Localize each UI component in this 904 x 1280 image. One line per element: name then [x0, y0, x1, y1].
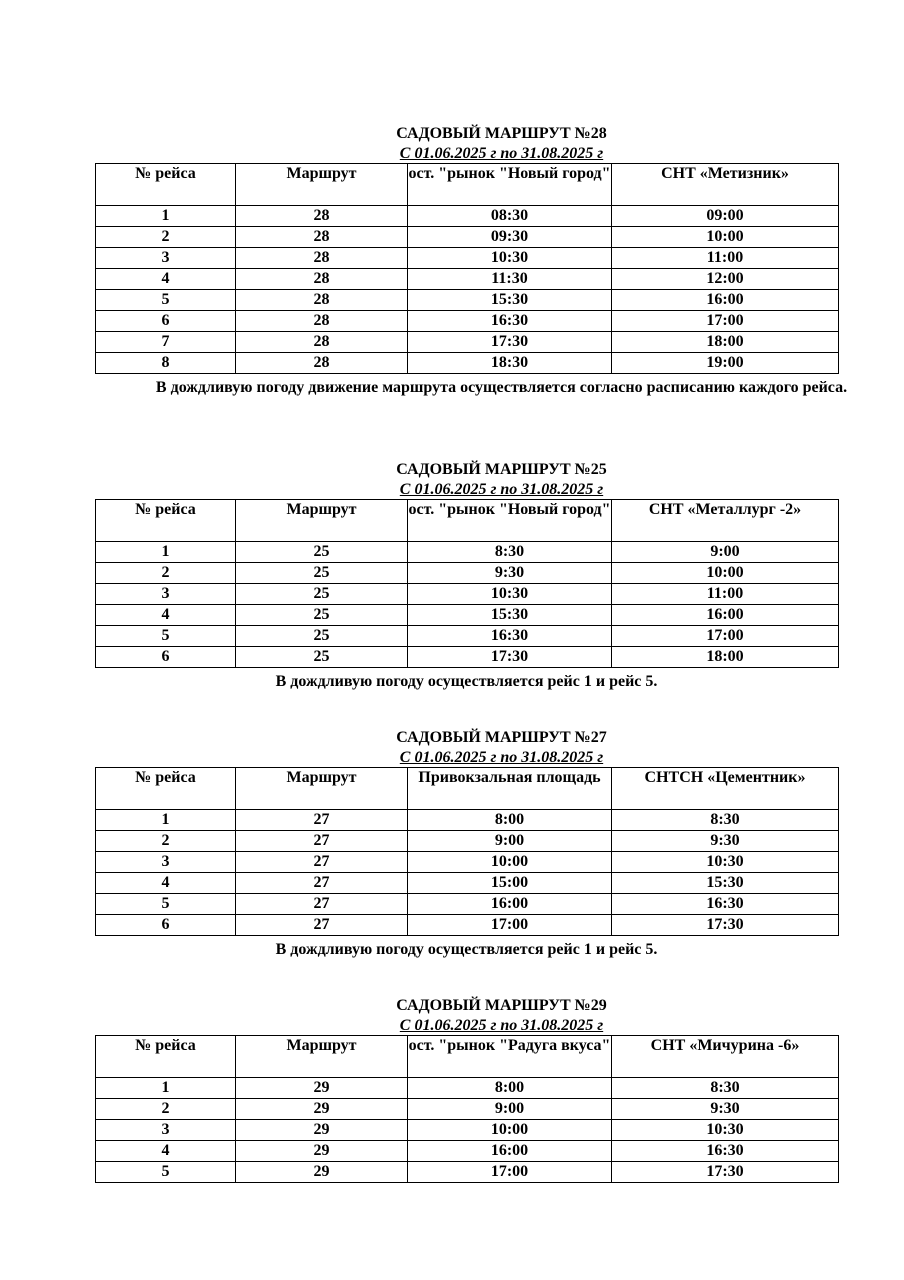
cell-arrival-time: 9:30	[612, 831, 839, 852]
header-route: Маршрут	[236, 768, 408, 810]
cell-route-number: 25	[236, 584, 408, 605]
cell-trip-number: 8	[96, 353, 236, 374]
cell-trip-number: 6	[96, 311, 236, 332]
cell-route-number: 29	[236, 1099, 408, 1120]
schedule-table	[95, 1035, 839, 1183]
cell-route-number: 28	[236, 353, 408, 374]
cell-trip-number: 3	[96, 584, 236, 605]
cell-departure-time: 10:30	[408, 584, 612, 605]
cell-departure-time: 10:30	[408, 248, 612, 269]
cell-route-number: 25	[236, 605, 408, 626]
route-title: САДОВЫЙ МАРШРУТ №27	[396, 729, 607, 746]
table-header-row	[96, 768, 839, 810]
table-row	[96, 1162, 839, 1183]
route-title: САДОВЫЙ МАРШРУТ №25	[396, 461, 607, 478]
cell-arrival-time: 11:00	[612, 584, 839, 605]
header-stop-to: СНТ «Метизник»	[612, 164, 839, 206]
cell-trip-number: 2	[96, 563, 236, 584]
cell-departure-time: 16:00	[408, 894, 612, 915]
table-row	[96, 584, 839, 605]
cell-departure-time: 8:30	[408, 542, 612, 563]
table-row	[96, 542, 839, 563]
cell-arrival-time: 10:30	[612, 1120, 839, 1141]
route-section-28	[95, 124, 848, 400]
cell-departure-time: 08:30	[408, 206, 612, 227]
table-row	[96, 1141, 839, 1162]
schedule-body	[96, 810, 839, 936]
cell-departure-time: 16:00	[408, 1141, 612, 1162]
schedule-table	[95, 499, 839, 668]
cell-trip-number: 6	[96, 647, 236, 668]
cell-arrival-time: 09:00	[612, 206, 839, 227]
cell-trip-number: 4	[96, 1141, 236, 1162]
cell-trip-number: 5	[96, 626, 236, 647]
route-section-29	[95, 996, 838, 1183]
schedule-table	[95, 767, 839, 936]
header-stop-from: ост. "рынок "Новый город"	[408, 500, 612, 542]
cell-route-number: 27	[236, 831, 408, 852]
cell-arrival-time: 17:30	[612, 915, 839, 936]
cell-trip-number: 5	[96, 290, 236, 311]
route-note: В дождливую погоду движение маршрута осуществляется согласно расписанию каждого рейса.	[155, 379, 848, 396]
table-row	[96, 332, 839, 353]
cell-departure-time: 16:30	[408, 311, 612, 332]
cell-trip-number: 2	[96, 1099, 236, 1120]
cell-departure-time: 16:30	[408, 626, 612, 647]
table-row	[96, 626, 839, 647]
route-period: С 01.06.2025 г по 31.08.2025 г	[399, 145, 604, 162]
cell-route-number: 28	[236, 248, 408, 269]
cell-arrival-time: 16:30	[612, 1141, 839, 1162]
cell-route-number: 29	[236, 1120, 408, 1141]
cell-departure-time: 15:30	[408, 605, 612, 626]
header-route: Маршрут	[236, 500, 408, 542]
cell-arrival-time: 16:30	[612, 894, 839, 915]
cell-trip-number: 7	[96, 332, 236, 353]
cell-trip-number: 5	[96, 894, 236, 915]
cell-trip-number: 1	[96, 1078, 236, 1099]
cell-route-number: 28	[236, 311, 408, 332]
table-row	[96, 810, 839, 831]
cell-arrival-time: 10:00	[612, 227, 839, 248]
cell-trip-number: 1	[96, 206, 236, 227]
cell-arrival-time: 18:00	[612, 647, 839, 668]
cell-route-number: 27	[236, 852, 408, 873]
route-title: САДОВЫЙ МАРШРУТ №29	[396, 997, 607, 1014]
table-row	[96, 353, 839, 374]
cell-departure-time: 15:00	[408, 873, 612, 894]
route-period: С 01.06.2025 г по 31.08.2025 г	[399, 1017, 604, 1034]
cell-route-number: 29	[236, 1078, 408, 1099]
table-row	[96, 873, 839, 894]
cell-route-number: 25	[236, 542, 408, 563]
header-route: Маршрут	[236, 1036, 408, 1078]
schedule-body	[96, 1078, 839, 1183]
cell-trip-number: 4	[96, 269, 236, 290]
cell-departure-time: 9:00	[408, 831, 612, 852]
route-note: В дождливую погоду осуществляется рейс 1 и рейс 5.	[275, 941, 658, 958]
cell-arrival-time: 16:00	[612, 605, 839, 626]
cell-route-number: 29	[236, 1162, 408, 1183]
schedule-body	[96, 206, 839, 374]
cell-arrival-time: 8:30	[612, 810, 839, 831]
cell-departure-time: 10:00	[408, 852, 612, 873]
table-row	[96, 206, 839, 227]
cell-departure-time: 9:30	[408, 563, 612, 584]
cell-arrival-time: 16:00	[612, 290, 839, 311]
table-row	[96, 894, 839, 915]
cell-route-number: 27	[236, 915, 408, 936]
cell-route-number: 29	[236, 1141, 408, 1162]
cell-route-number: 28	[236, 290, 408, 311]
cell-departure-time: 15:30	[408, 290, 612, 311]
table-header-row	[96, 1036, 839, 1078]
header-stop-to: СНТСН «Цементник»	[612, 768, 839, 810]
route-period: С 01.06.2025 г по 31.08.2025 г	[399, 749, 604, 766]
cell-departure-time: 11:30	[408, 269, 612, 290]
cell-route-number: 28	[236, 227, 408, 248]
table-row	[96, 269, 839, 290]
table-row	[96, 605, 839, 626]
route-title: САДОВЫЙ МАРШРУТ №28	[396, 125, 607, 142]
cell-route-number: 28	[236, 269, 408, 290]
cell-departure-time: 10:00	[408, 1120, 612, 1141]
table-row	[96, 915, 839, 936]
cell-route-number: 25	[236, 626, 408, 647]
cell-route-number: 28	[236, 332, 408, 353]
cell-route-number: 25	[236, 563, 408, 584]
cell-trip-number: 3	[96, 248, 236, 269]
cell-trip-number: 5	[96, 1162, 236, 1183]
header-route: Маршрут	[236, 164, 408, 206]
cell-arrival-time: 17:00	[612, 311, 839, 332]
cell-trip-number: 4	[96, 873, 236, 894]
cell-route-number: 27	[236, 873, 408, 894]
table-row	[96, 647, 839, 668]
cell-departure-time: 8:00	[408, 1078, 612, 1099]
table-row	[96, 1078, 839, 1099]
header-trip: № рейса	[96, 768, 236, 810]
cell-route-number: 28	[236, 206, 408, 227]
cell-departure-time: 17:30	[408, 332, 612, 353]
cell-departure-time: 09:30	[408, 227, 612, 248]
header-stop-from: Привокзальная площадь	[408, 768, 612, 810]
table-row	[96, 227, 839, 248]
cell-arrival-time: 17:00	[612, 626, 839, 647]
table-header-row	[96, 500, 839, 542]
table-row	[96, 852, 839, 873]
route-note: В дождливую погоду осуществляется рейс 1 и рейс 5.	[275, 673, 658, 690]
cell-arrival-time: 9:00	[612, 542, 839, 563]
cell-arrival-time: 15:30	[612, 873, 839, 894]
route-period: С 01.06.2025 г по 31.08.2025 г	[399, 481, 604, 498]
route-section-27	[95, 728, 838, 962]
cell-trip-number: 3	[96, 852, 236, 873]
cell-arrival-time: 10:30	[612, 852, 839, 873]
cell-departure-time: 17:30	[408, 647, 612, 668]
cell-arrival-time: 10:00	[612, 563, 839, 584]
cell-arrival-time: 11:00	[612, 248, 839, 269]
cell-trip-number: 6	[96, 915, 236, 936]
header-trip: № рейса	[96, 1036, 236, 1078]
cell-departure-time: 18:30	[408, 353, 612, 374]
table-row	[96, 311, 839, 332]
cell-departure-time: 9:00	[408, 1099, 612, 1120]
cell-departure-time: 8:00	[408, 810, 612, 831]
table-row	[96, 563, 839, 584]
cell-trip-number: 2	[96, 831, 236, 852]
cell-arrival-time: 17:30	[612, 1162, 839, 1183]
cell-arrival-time: 9:30	[612, 1099, 839, 1120]
cell-route-number: 27	[236, 810, 408, 831]
cell-arrival-time: 12:00	[612, 269, 839, 290]
cell-arrival-time: 8:30	[612, 1078, 839, 1099]
route-section-25	[95, 460, 838, 694]
schedule-body	[96, 542, 839, 668]
header-trip: № рейса	[96, 500, 236, 542]
cell-departure-time: 17:00	[408, 1162, 612, 1183]
cell-arrival-time: 19:00	[612, 353, 839, 374]
cell-trip-number: 1	[96, 542, 236, 563]
cell-route-number: 25	[236, 647, 408, 668]
cell-trip-number: 2	[96, 227, 236, 248]
header-trip: № рейса	[96, 164, 236, 206]
cell-trip-number: 4	[96, 605, 236, 626]
header-stop-from: ост. "рынок "Новый город"	[408, 164, 612, 206]
table-row	[96, 1120, 839, 1141]
table-row	[96, 831, 839, 852]
table-row	[96, 290, 839, 311]
schedule-table	[95, 163, 839, 374]
cell-arrival-time: 18:00	[612, 332, 839, 353]
header-stop-from: ост. "рынок "Радуга вкуса"	[408, 1036, 612, 1078]
table-row	[96, 1099, 839, 1120]
table-row	[96, 248, 839, 269]
cell-departure-time: 17:00	[408, 915, 612, 936]
header-stop-to: СНТ «Металлург -2»	[612, 500, 839, 542]
cell-trip-number: 1	[96, 810, 236, 831]
cell-trip-number: 3	[96, 1120, 236, 1141]
cell-route-number: 27	[236, 894, 408, 915]
table-header-row	[96, 164, 839, 206]
header-stop-to: СНТ «Мичурина -6»	[612, 1036, 839, 1078]
